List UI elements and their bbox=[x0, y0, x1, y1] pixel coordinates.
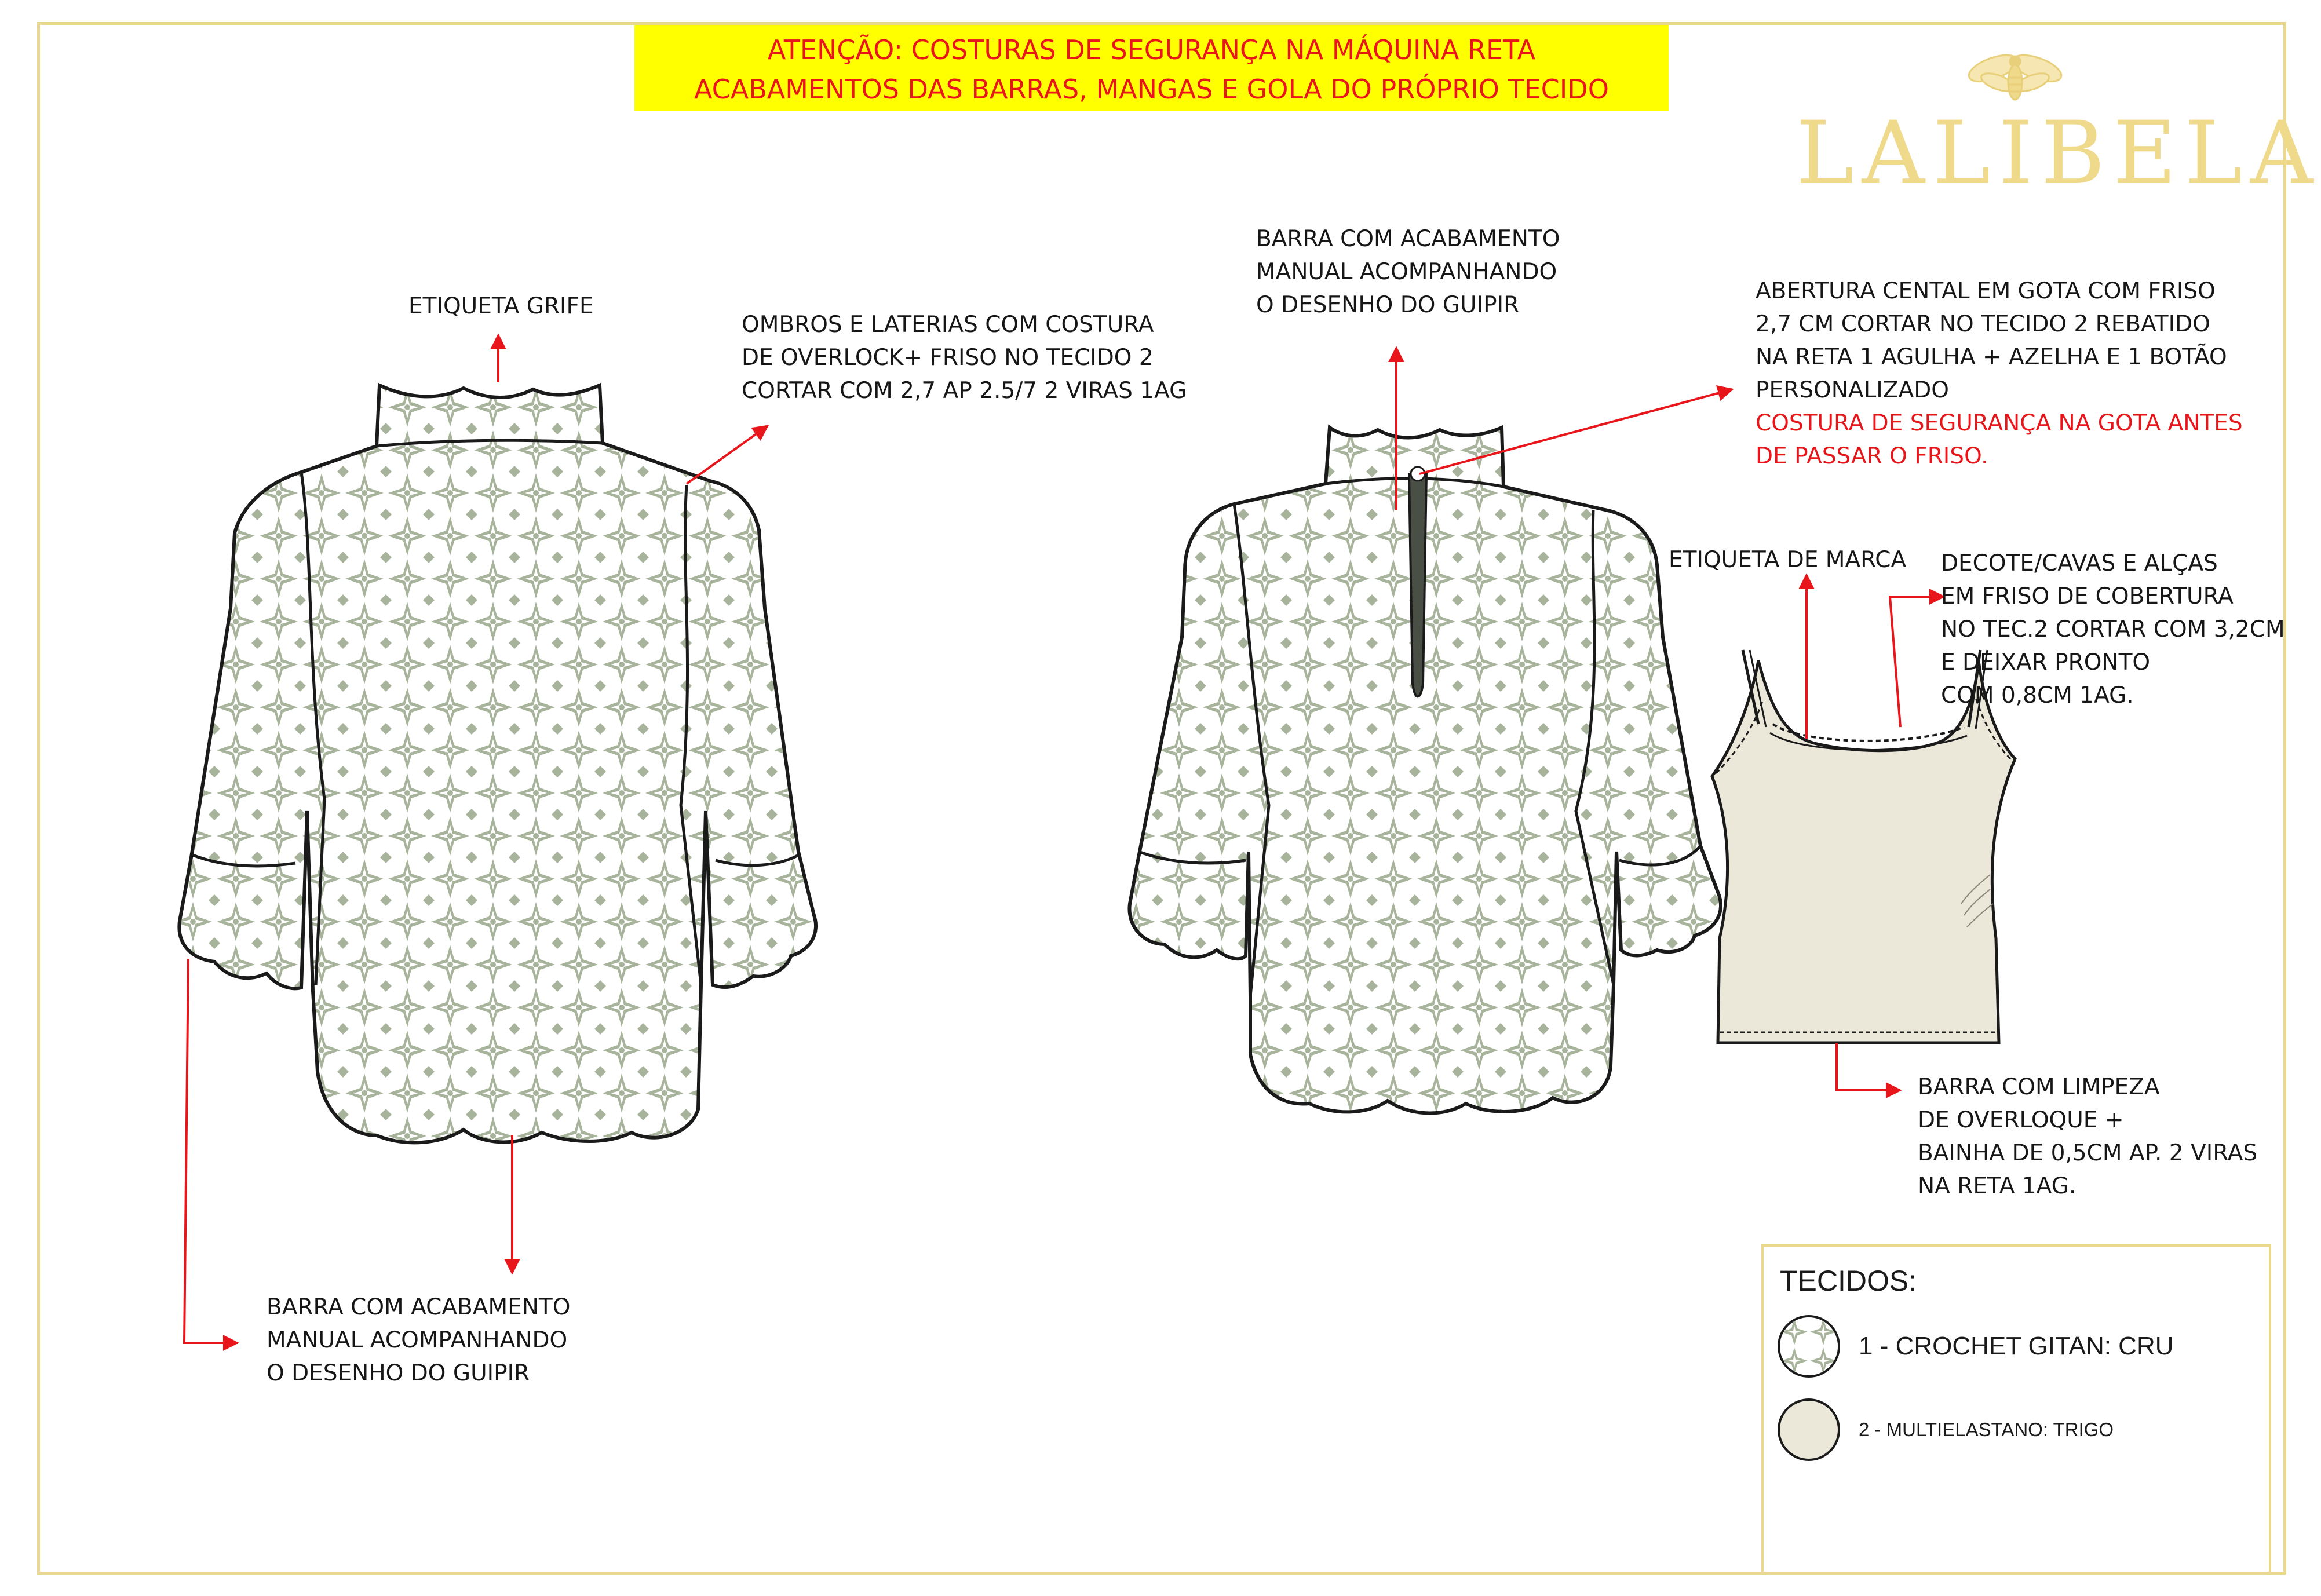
arrow-abertura bbox=[1419, 389, 1732, 474]
banner-line-1: ATENÇÃO: COSTURAS DE SEGURANÇA NA MÁQUINA RETA bbox=[767, 34, 1536, 65]
note-decote-line: EM FRISO DE COBERTURA bbox=[1941, 583, 2234, 609]
note-decote-line: NO TEC.2 CORTAR COM 3,2CM bbox=[1941, 616, 2285, 642]
note-abertura-line: PERSONALIZADO bbox=[1756, 377, 1949, 403]
legend-label-crochet: 1 - CROCHET GITAN: CRU bbox=[1859, 1332, 2174, 1360]
note-decote-line: DECOTE/CAVAS E ALÇAS bbox=[1941, 550, 2218, 576]
note-abertura-line: 2,7 CM CORTAR NO TECIDO 2 REBATIDO bbox=[1756, 311, 2210, 337]
legend-label-multielastano: 2 - MULTIELASTANO: TRIGO bbox=[1859, 1419, 2114, 1440]
note-barra-front-line: O DESENHO DO GUIPIR bbox=[267, 1360, 530, 1386]
blouse-front-view bbox=[179, 385, 816, 1142]
banner-line-2: ACABAMENTOS DAS BARRAS, MANGAS E GOLA DO PRÓPRIO TECIDO bbox=[694, 74, 1609, 105]
note-ombros-line: CORTAR COM 2,7 AP 2.5/7 2 VIRAS 1AG bbox=[742, 378, 1187, 404]
note-barra-back-line: O DESENHO DO GUIPIR bbox=[1256, 292, 1520, 318]
legend-title: TECIDOS: bbox=[1780, 1265, 1917, 1297]
note-abertura-warning: DE PASSAR O FRISO. bbox=[1756, 443, 1988, 469]
note-decote-line: E DEIXAR PRONTO bbox=[1941, 649, 2151, 675]
back-teardrop-opening bbox=[1409, 474, 1426, 697]
note-abertura-warning: COSTURA DE SEGURANÇA NA GOTA ANTES bbox=[1756, 410, 2243, 436]
note-etiqueta-grife: ETIQUETA GRIFE bbox=[408, 293, 594, 319]
note-abertura-line: ABERTURA CENTAL EM GOTA COM FRISO bbox=[1756, 278, 2216, 304]
legend-item-multielastano bbox=[1778, 1398, 2114, 1461]
arrow-decote bbox=[1890, 597, 1944, 727]
legend-item-crochet bbox=[1778, 1315, 2174, 1378]
note-abertura bbox=[1756, 275, 2243, 473]
note-etiqueta-marca: ETIQUETA DE MARCA bbox=[1669, 547, 1907, 573]
note-barra-limpeza-line: DE OVERLOQUE + bbox=[1918, 1107, 2124, 1133]
note-barra-limpeza-line: NA RETA 1AG. bbox=[1918, 1173, 2077, 1199]
front-body bbox=[179, 385, 816, 1142]
note-barra-limpeza-line: BARRA COM LIMPEZA bbox=[1918, 1074, 2160, 1100]
note-barra-limpeza bbox=[1918, 1071, 2257, 1203]
arrow-barra-limpeza bbox=[1837, 1043, 1900, 1090]
note-barra-back-line: MANUAL ACOMPANHANDO bbox=[1256, 259, 1557, 285]
note-barra-front bbox=[267, 1291, 570, 1390]
note-barra-back bbox=[1256, 222, 1560, 322]
note-ombros-line: OMBROS E LATERIAS COM COSTURA bbox=[742, 312, 1154, 338]
arrow-barra-front bbox=[184, 959, 238, 1343]
note-barra-limpeza-line: BAINHA DE 0,5CM AP. 2 VIRAS bbox=[1918, 1140, 2258, 1166]
fabric-legend bbox=[1761, 1244, 2271, 1575]
note-decote bbox=[1941, 547, 2285, 712]
note-ombros bbox=[742, 308, 1187, 407]
swatch-multielastano bbox=[1778, 1398, 1840, 1461]
note-abertura-line: NA RETA 1 AGULHA + AZELHA E 1 BOTÃO bbox=[1756, 344, 2227, 370]
note-ombros-line: DE OVERLOCK+ FRISO NO TECIDO 2 bbox=[742, 345, 1154, 371]
arrow-ombros bbox=[687, 426, 768, 484]
note-barra-front-line: BARRA COM ACABAMENTO bbox=[267, 1294, 571, 1320]
swatch-crochet bbox=[1778, 1315, 1840, 1378]
note-decote-line: COM 0,8CM 1AG. bbox=[1941, 682, 2134, 708]
brand-logo: LALIBELA bbox=[1796, 103, 2321, 204]
note-barra-back-line: BARRA COM ACABAMENTO bbox=[1256, 226, 1560, 252]
note-barra-front-line: MANUAL ACOMPANHANDO bbox=[267, 1327, 568, 1353]
blouse-back-view bbox=[1129, 428, 1721, 1113]
